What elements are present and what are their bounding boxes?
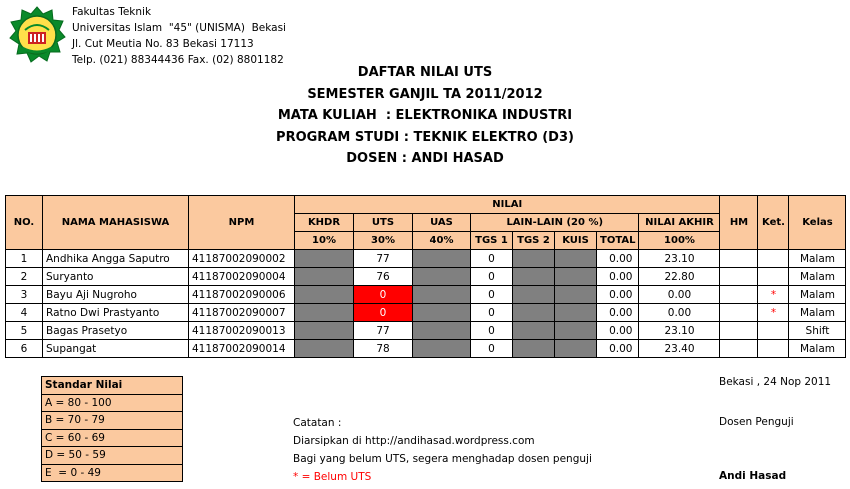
title-mata-kuliah: MATA KULIAH : ELEKTRONIKA INDUSTRI: [277, 108, 573, 123]
cell-tgs1: 0: [471, 340, 513, 358]
cell-total: 0.00: [597, 340, 639, 358]
cell-tgs2: [513, 340, 555, 358]
title-program-studi: PROGRAM STUDI : TEKNIK ELEKTRO (D3): [276, 129, 574, 145]
header-kelas: Kelas: [789, 196, 846, 250]
cell-tgs1: 0: [471, 304, 513, 322]
cell-hm: [720, 286, 758, 304]
cell-uas: [413, 340, 471, 358]
cell-khdr: [295, 268, 354, 286]
cell-tgs1: 0: [471, 286, 513, 304]
cell-nilai-akhir: 22.80: [639, 268, 720, 286]
cell-ket: [758, 268, 789, 286]
sign-role: Dosen Penguji: [719, 416, 794, 428]
header-kuis: KUIS: [555, 232, 597, 250]
cell-npm: 41187002090014: [189, 340, 295, 358]
table-row: [6, 322, 846, 340]
cell-tgs1: 0: [471, 250, 513, 268]
cell-tgs2: [513, 268, 555, 286]
grade-e: E = 0 - 49: [42, 464, 183, 482]
cell-uts: 77: [354, 322, 413, 340]
header-total: TOTAL: [597, 232, 639, 250]
grade-b: B = 70 - 79: [42, 412, 183, 430]
cell-tgs2: [513, 304, 555, 322]
cell-khdr: [295, 286, 354, 304]
standar-nilai-title: Standar Nilai: [42, 377, 183, 395]
header-ket: Ket.: [758, 196, 789, 250]
cell-uas: [413, 322, 471, 340]
header-akhir-pct: 100%: [639, 232, 720, 250]
cell-khdr: [295, 340, 354, 358]
cell-npm: 41187002090007: [189, 304, 295, 322]
cell-kuis: [555, 340, 597, 358]
cell-total: 0.00: [597, 322, 639, 340]
header-hm: HM: [720, 196, 758, 250]
cell-hm: [720, 250, 758, 268]
cell-no: 2: [6, 268, 43, 286]
document-titles: [0, 62, 850, 170]
cell-khdr: [295, 322, 354, 340]
cell-nama: Supangat: [43, 340, 189, 358]
cell-hm: [720, 304, 758, 322]
cell-total: 0.00: [597, 268, 639, 286]
cell-ket: *: [758, 286, 789, 304]
cell-nama: Suryanto: [43, 268, 189, 286]
header-no: NO.: [6, 196, 43, 250]
header-uas-pct: 40%: [413, 232, 471, 250]
address: Jl. Cut Meutia No. 83 Bekasi 17113: [72, 38, 254, 50]
cell-hm: [720, 340, 758, 358]
cell-uts: 77: [354, 250, 413, 268]
header-tgs2: TGS 2: [513, 232, 555, 250]
cell-uas: [413, 304, 471, 322]
notes-archive: Diarsipkan di http://andihasad.wordpress.com: [293, 435, 535, 447]
cell-uas: [413, 286, 471, 304]
cell-nilai-akhir: 23.10: [639, 322, 720, 340]
cell-uas: [413, 250, 471, 268]
header-uas: UAS: [413, 214, 471, 232]
table-row: [6, 250, 846, 268]
cell-tgs2: [513, 250, 555, 268]
contact: Telp. (021) 88344436 Fax. (02) 8801182: [72, 54, 284, 66]
header-khdr: KHDR: [295, 214, 354, 232]
header-npm: NPM: [189, 196, 295, 250]
cell-ket: *: [758, 304, 789, 322]
cell-npm: 41187002090013: [189, 322, 295, 340]
grade-d: D = 50 - 59: [42, 447, 183, 465]
cell-kuis: [555, 322, 597, 340]
cell-kuis: [555, 250, 597, 268]
notes-title: Catatan :: [293, 417, 342, 429]
cell-hm: [720, 268, 758, 286]
university-name: Universitas Islam "45" (UNISMA) Bekasi: [72, 22, 286, 34]
cell-khdr: [295, 250, 354, 268]
cell-uts: 76: [354, 268, 413, 286]
cell-kuis: [555, 286, 597, 304]
cell-npm: 41187002090004: [189, 268, 295, 286]
grades-table: [5, 195, 846, 358]
unisma-logo: [8, 6, 66, 64]
sign-date: Bekasi , 24 Nop 2011: [719, 376, 832, 388]
faculty-name: Fakultas Teknik: [72, 6, 152, 18]
cell-tgs1: 0: [471, 322, 513, 340]
institution-info: [72, 4, 286, 68]
cell-kelas: Malam: [789, 304, 846, 322]
standar-nilai-box: [41, 376, 183, 482]
title-dosen: DOSEN : ANDI HASAD: [346, 151, 504, 166]
cell-kelas: Malam: [789, 340, 846, 358]
cell-nilai-akhir: 0.00: [639, 286, 720, 304]
notes-legend: * = Belum UTS: [293, 471, 372, 483]
cell-kelas: Malam: [789, 286, 846, 304]
sign-name: Andi Hasad: [719, 470, 787, 482]
grade-a: A = 80 - 100: [42, 394, 183, 412]
cell-hm: [720, 322, 758, 340]
cell-uts: 0: [354, 304, 413, 322]
table-row: [6, 286, 846, 304]
cell-ket: [758, 250, 789, 268]
header-uts: UTS: [354, 214, 413, 232]
cell-nilai-akhir: 23.10: [639, 250, 720, 268]
cell-no: 1: [6, 250, 43, 268]
cell-uas: [413, 268, 471, 286]
cell-total: 0.00: [597, 286, 639, 304]
cell-no: 4: [6, 304, 43, 322]
cell-tgs2: [513, 286, 555, 304]
notes: [293, 414, 592, 486]
notes-instruction: Bagi yang belum UTS, segera menghadap dosen penguji: [293, 453, 592, 465]
cell-nama: Ratno Dwi Prastyanto: [43, 304, 189, 322]
cell-kelas: Malam: [789, 268, 846, 286]
cell-total: 0.00: [597, 304, 639, 322]
header-lain-lain: LAIN-LAIN (20 %): [471, 214, 639, 232]
header-tgs1: TGS 1: [471, 232, 513, 250]
cell-nama: Bagas Prasetyo: [43, 322, 189, 340]
cell-ket: [758, 322, 789, 340]
title-daftar-nilai: DAFTAR NILAI UTS: [357, 65, 493, 80]
table-row: [6, 268, 846, 286]
title-semester: SEMESTER GANJIL TA 2011/2012: [307, 86, 543, 102]
cell-no: 6: [6, 340, 43, 358]
header-khdr-pct: 10%: [295, 232, 354, 250]
cell-nilai-akhir: 0.00: [639, 304, 720, 322]
cell-khdr: [295, 304, 354, 322]
header-nama: NAMA MAHASISWA: [43, 196, 189, 250]
cell-ket: [758, 340, 789, 358]
cell-kuis: [555, 268, 597, 286]
cell-no: 3: [6, 286, 43, 304]
header-uts-pct: 30%: [354, 232, 413, 250]
cell-total: 0.00: [597, 250, 639, 268]
table-row: [6, 340, 846, 358]
cell-npm: 41187002090002: [189, 250, 295, 268]
cell-no: 5: [6, 322, 43, 340]
cell-nama: Andhika Angga Saputro: [43, 250, 189, 268]
cell-uts: 0: [354, 286, 413, 304]
cell-npm: 41187002090006: [189, 286, 295, 304]
cell-tgs2: [513, 322, 555, 340]
cell-tgs1: 0: [471, 268, 513, 286]
cell-uts: 78: [354, 340, 413, 358]
cell-nilai-akhir: 23.40: [639, 340, 720, 358]
table-row: [6, 304, 846, 322]
cell-kelas: Malam: [789, 250, 846, 268]
cell-kelas: Shift: [789, 322, 846, 340]
header-nilai: NILAI: [295, 196, 720, 214]
header-nilai-akhir: NILAI AKHIR: [639, 214, 720, 232]
cell-nama: Bayu Aji Nugroho: [43, 286, 189, 304]
cell-kuis: [555, 304, 597, 322]
grade-c: C = 60 - 69: [42, 429, 183, 447]
